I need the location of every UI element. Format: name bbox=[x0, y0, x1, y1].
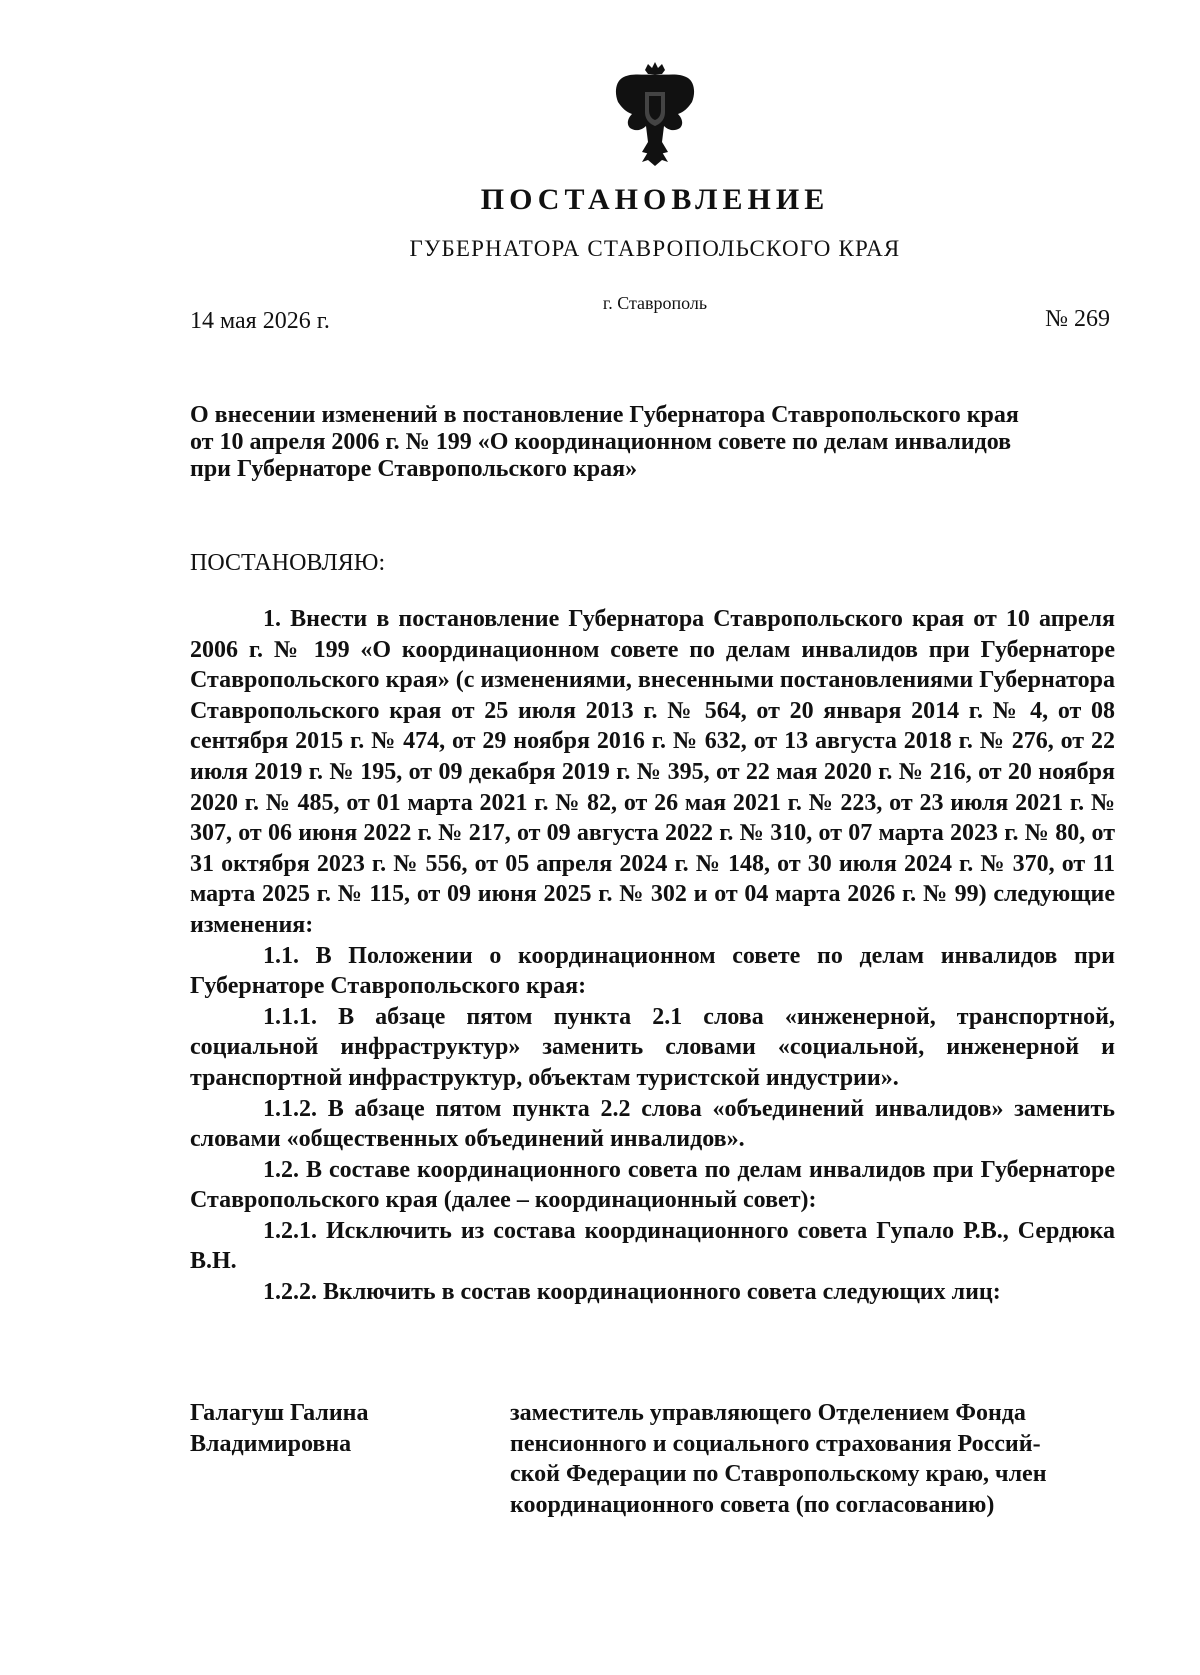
paragraph: 1.1.1. В абзаце пятом пункта 2.1 слова «инженерной, транспортной, социальной инфраструктур» заменить словами «социальной, инженерной и транспортной инфраструктур, объектам туристской индустрии». bbox=[190, 1003, 1115, 1091]
document-city: г. Ставрополь bbox=[602, 293, 708, 313]
decree-word: ПОСТАНОВЛЯЮ: bbox=[190, 550, 386, 576]
member-role-line: ской Федерации по Ставропольскому краю, член bbox=[510, 1461, 1047, 1488]
paragraph: 1.1. В Положении о координационном совете по делам инвалидов при Губернаторе Ставропольского края: bbox=[190, 942, 1115, 1000]
member-name-line: Владимировна bbox=[190, 1430, 352, 1457]
heading-line: от 10 апреля 2006 г. № 199 «О координационном совете по делам инвалидов bbox=[190, 429, 1012, 455]
paragraph: 1.2. В составе координационного совета по делам инвалидов при Губернаторе Ставропольского края (далее – координационный совет): bbox=[190, 1156, 1115, 1214]
member-name bbox=[190, 1398, 510, 1520]
member-role bbox=[510, 1398, 1115, 1520]
heading-line: О внесении изменений в постановление Губернатора Ставропольского края bbox=[190, 402, 1019, 428]
document-heading bbox=[190, 402, 1115, 483]
document-title: ПОСТАНОВЛЕНИЕ bbox=[480, 183, 830, 216]
paragraph: 1.2.2. Включить в состав координационного совета следующих лиц: bbox=[263, 1279, 1001, 1306]
document-body bbox=[190, 604, 1115, 1308]
document-issuer: ГУБЕРНАТОРА СТАВРОПОЛЬСКОГО КРАЯ bbox=[409, 236, 901, 261]
member-role-line: заместитель управляющего Отделением Фонда bbox=[510, 1400, 1026, 1426]
member-role-line: пенсионного и социального страхования Россий- bbox=[510, 1430, 1041, 1457]
member-role-line: координационного совета (по согласованию) bbox=[510, 1491, 995, 1518]
document-date: 14 мая 2026 г. bbox=[190, 308, 330, 334]
members-list bbox=[190, 1398, 1115, 1520]
document-number: № 269 bbox=[1045, 306, 1110, 332]
paragraph: 1.2.1. Исключить из состава координационного совета Гупало Р.В., Сердюка В.Н. bbox=[190, 1217, 1115, 1275]
heading-line: при Губернаторе Ставропольского края» bbox=[190, 456, 638, 482]
coat-of-arms-icon bbox=[612, 62, 698, 166]
member-row bbox=[190, 1398, 1115, 1520]
paragraph: 1. Внести в постановление Губернатора Ставропольского края от 10 апреля 2006 г. № 199 «О координационном совете по делам инвалидов при Губернаторе Ставропольского края» (с изменениями, внесенными постановлениями Губернатора Ставропольского края от 25 июля 2013 г. № 564, от 20 января 2014 г. № 4, от 08 сентября 2015 г. № 474, от 29 ноября 2016 г. № 632, от 13 августа 2018 г. № 276, от 22 июля 2019 г. № 195, от 09 декабря 2019 г. № 395, от 22 мая 2020 г. № 216, от 20 ноября 2020 г. № 485, от 01 марта 2021 г. № 82, от 26 мая 2021 г. № 223, от 23 июля 2021 г. № 307, от 06 июня 2022 г. № 217, от 09 августа 2022 г. № 310, от 07 марта 2023 г. № 80, от 31 октября 2023 г. № 556, от 05 апреля 2024 г. № 148, от 30 июля 2024 г. № 370, от 11 марта 2025 г. № 115, от 09 июня 2025 г. № 302 и от 04 марта 2026 г. № 99) следующие изменения: bbox=[190, 606, 1115, 938]
member-name-line: Галагуш Галина bbox=[190, 1400, 369, 1426]
paragraph: 1.1.2. В абзаце пятом пункта 2.2 слова «объединений инвалидов» заменить словами «общественных объединений инвалидов». bbox=[190, 1095, 1115, 1153]
